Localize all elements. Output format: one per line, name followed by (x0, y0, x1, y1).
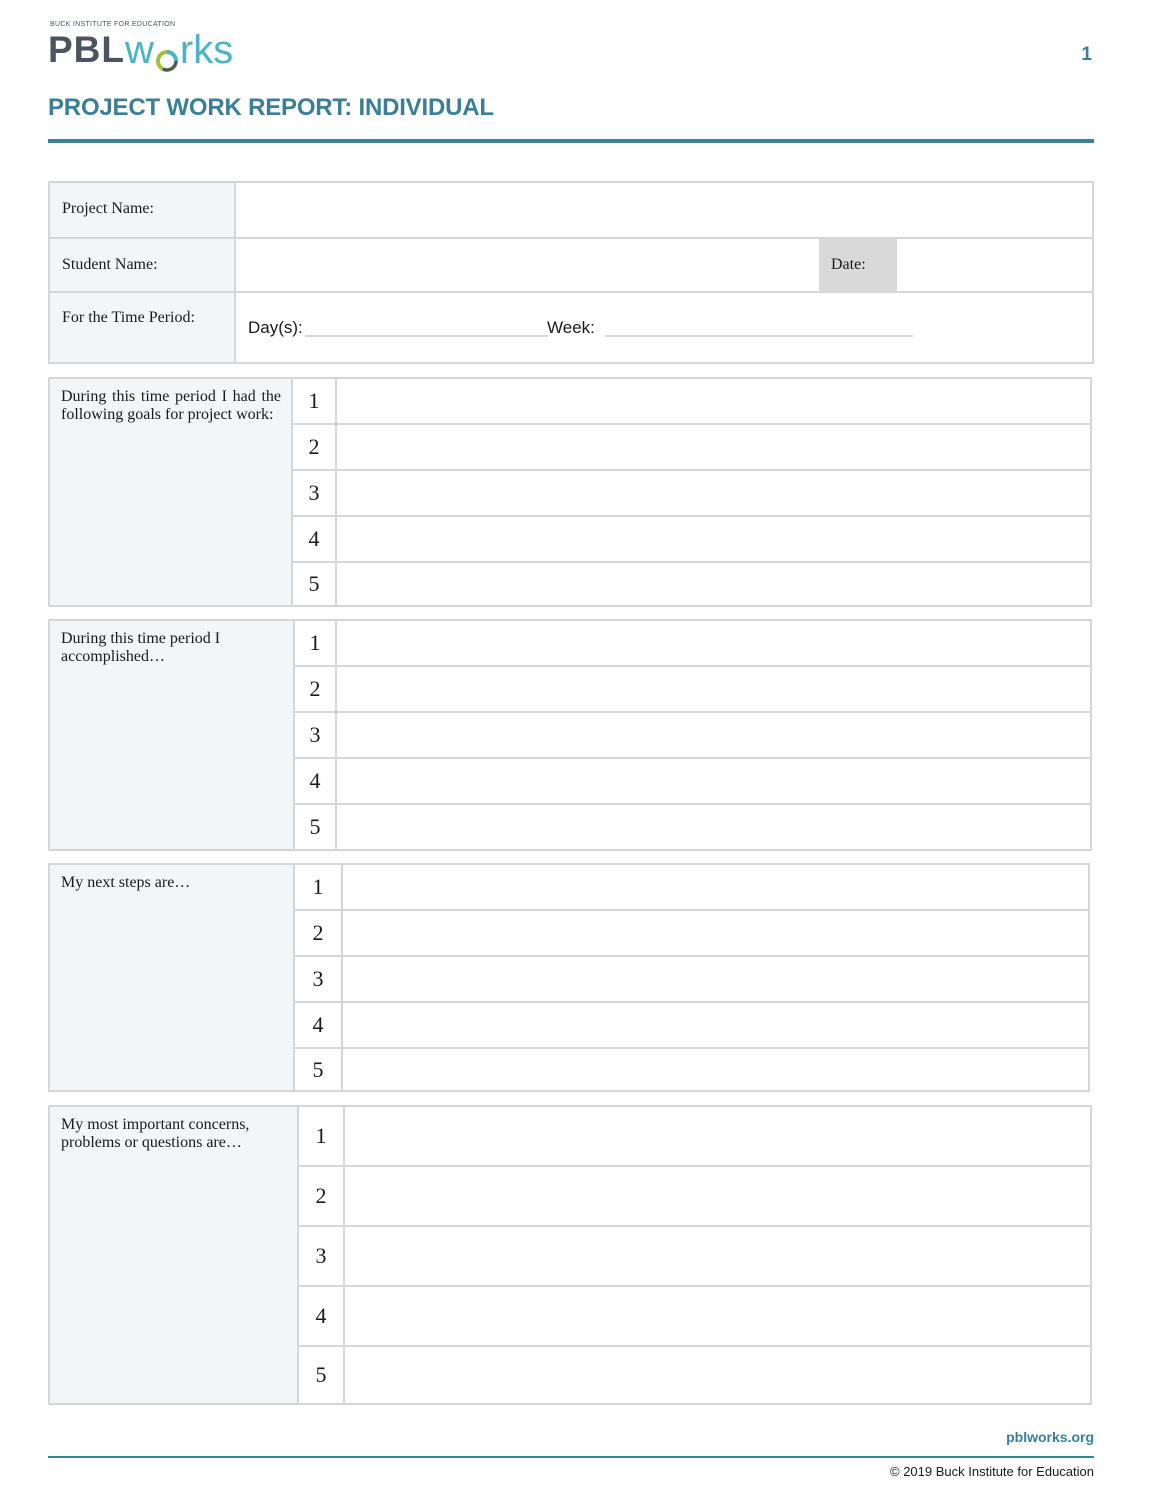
accomplished-answer-3[interactable] (337, 713, 1090, 757)
date-label-text: Date: (831, 256, 866, 273)
next-step-answer-1[interactable] (343, 865, 1088, 909)
header-divider (48, 139, 1094, 143)
copyright-text: © 2019 Buck Institute for Education (890, 1464, 1094, 1479)
row-number: 3 (299, 1227, 345, 1285)
project-name-row (50, 183, 1092, 239)
concern-row (299, 1167, 1090, 1227)
row-number: 3 (293, 471, 337, 515)
concern-row (299, 1287, 1090, 1347)
date-field[interactable] (897, 239, 1092, 291)
student-name-label-text: Student Name: (62, 256, 158, 273)
next-step-answer-2[interactable] (343, 911, 1088, 955)
week-label: Week: (547, 318, 595, 337)
goal-answer-3[interactable] (337, 471, 1090, 515)
accomplished-row (295, 759, 1090, 805)
logo-ring-icon (155, 41, 179, 65)
page-title: PROJECT WORK REPORT: INDIVIDUAL (48, 94, 494, 121)
concerns-section (48, 1105, 1092, 1405)
next-step-row (295, 957, 1088, 1003)
row-number: 5 (299, 1347, 345, 1403)
concern-answer-2[interactable] (345, 1167, 1090, 1225)
goal-row (293, 379, 1090, 425)
student-name-label (50, 239, 236, 291)
website-link[interactable]: pblworks.org (1006, 1429, 1094, 1445)
concerns-label: My most important concerns, problems or questions are… (50, 1107, 299, 1403)
concern-answer-4[interactable] (345, 1287, 1090, 1345)
row-number: 2 (293, 425, 337, 469)
accomplished-section (48, 619, 1092, 851)
time-period-label (50, 293, 236, 362)
next-step-row (295, 1003, 1088, 1049)
row-number: 3 (295, 957, 343, 1001)
accomplished-answer-5[interactable] (337, 805, 1090, 849)
logo-w: w (125, 28, 154, 72)
next-step-answer-3[interactable] (343, 957, 1088, 1001)
row-number: 5 (295, 805, 337, 849)
time-period-row (50, 293, 1092, 362)
goal-answer-5[interactable] (337, 563, 1090, 605)
accomplished-row (295, 667, 1090, 713)
row-number: 4 (299, 1287, 345, 1345)
concern-row (299, 1107, 1090, 1167)
student-name-field[interactable] (236, 239, 819, 291)
days-field[interactable] (305, 335, 548, 337)
next-steps-section (48, 863, 1090, 1092)
goals-label: During this time period I had the following goals for project work: (50, 379, 293, 605)
goals-section (48, 377, 1092, 607)
page-number: 1 (1081, 44, 1092, 65)
goal-answer-1[interactable] (337, 379, 1090, 423)
goal-row (293, 517, 1090, 563)
goal-answer-2[interactable] (337, 425, 1090, 469)
project-name-label (50, 183, 236, 237)
row-number: 4 (293, 517, 337, 561)
row-number: 4 (295, 759, 337, 803)
row-number: 1 (293, 379, 337, 423)
accomplished-answer-1[interactable] (337, 621, 1090, 665)
row-number: 2 (295, 667, 337, 711)
concern-answer-5[interactable] (345, 1347, 1090, 1403)
next-step-row (295, 911, 1088, 957)
row-number: 3 (295, 713, 337, 757)
footer-divider (48, 1456, 1094, 1458)
accomplished-row (295, 713, 1090, 759)
next-step-answer-5[interactable] (343, 1049, 1088, 1090)
accomplished-row (295, 621, 1090, 667)
row-number: 5 (295, 1049, 343, 1090)
student-name-row (50, 239, 1092, 293)
row-number: 2 (299, 1167, 345, 1225)
row-number: 2 (295, 911, 343, 955)
next-step-row (295, 1049, 1088, 1090)
project-name-label-text: Project Name: (62, 200, 154, 217)
accomplished-answer-4[interactable] (337, 759, 1090, 803)
accomplished-row (295, 805, 1090, 849)
row-number: 5 (293, 563, 337, 605)
goal-row (293, 471, 1090, 517)
row-number: 1 (295, 865, 343, 909)
next-steps-label: My next steps are… (50, 865, 295, 1090)
goal-answer-4[interactable] (337, 517, 1090, 561)
pblworks-logo (48, 27, 234, 72)
row-number: 4 (295, 1003, 343, 1047)
org-tagline: BUCK INSTITUTE FOR EDUCATION (50, 21, 176, 28)
concern-answer-3[interactable] (345, 1227, 1090, 1285)
concern-row (299, 1347, 1090, 1403)
goal-row (293, 425, 1090, 471)
accomplished-answer-2[interactable] (337, 667, 1090, 711)
date-label (819, 239, 897, 291)
project-name-field[interactable] (236, 183, 1092, 237)
info-table (48, 181, 1094, 364)
next-step-answer-4[interactable] (343, 1003, 1088, 1047)
goal-row (293, 563, 1090, 605)
next-step-row (295, 865, 1088, 911)
logo-rks: rks (179, 28, 234, 72)
concern-row (299, 1227, 1090, 1287)
days-label: Day(s): (248, 318, 303, 337)
row-number: 1 (299, 1107, 345, 1165)
week-field[interactable] (605, 335, 913, 337)
time-period-label-text: For the Time Period: (62, 309, 195, 326)
row-number: 1 (295, 621, 337, 665)
logo-works (125, 28, 234, 72)
accomplished-label: During this time period I accomplished… (50, 621, 295, 849)
concern-answer-1[interactable] (345, 1107, 1090, 1165)
logo-pbl: PBL (48, 29, 125, 70)
